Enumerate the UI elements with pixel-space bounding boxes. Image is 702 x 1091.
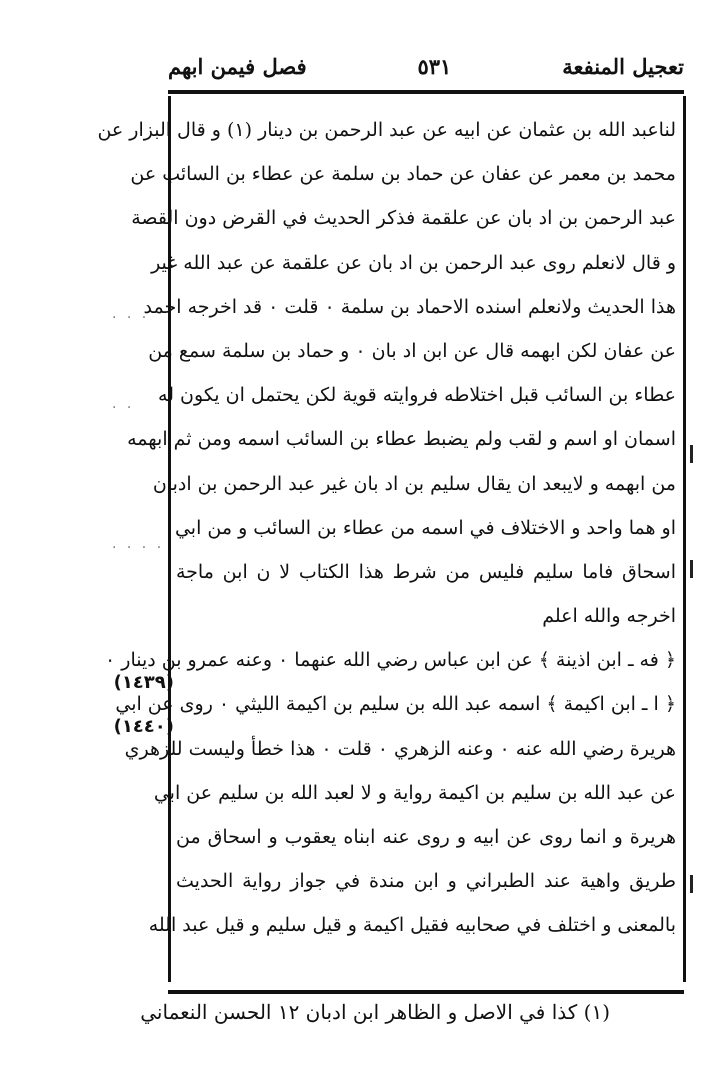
- text-line: اسحاق فاما سليم فليس من شرط هذا الكتاب لا ن ابن ماجة: [176, 560, 676, 583]
- text-line: عبد الرحمن بن اد بان عن علقمة فذكر الحديث في القرض دون القصة: [131, 207, 676, 230]
- text-line: عن عبد الله بن سليم بن اكيمة رواية و لا لعبد الله بن سليم عن ابي: [153, 781, 676, 804]
- text-line: اسمان او اسم و لقب ولم يضبط عطاء بن السائب اسمه ومن ثم ابهمه: [127, 428, 676, 451]
- text-line: بالمعنى و اختلف في صحابيه فقيل اكيمة و قيل سليم و قيل عبد الله: [148, 914, 676, 937]
- text-line: من ابهمه و لايبعد ان يقال سليم بن اد بان غير عبد الرحمن بن ادبان: [152, 472, 676, 495]
- margin-mark: [690, 875, 693, 893]
- text-line: او هما واحد و الاختلاف في اسمه من عطاء بن السائب و من ابي: [174, 516, 676, 539]
- text-line: محمد بن معمر عن عفان عن حماد بن سلمة عن عطاء بن السائب عن: [130, 163, 676, 186]
- header-rule: [168, 90, 684, 94]
- margin-mark: · · ·: [112, 310, 150, 326]
- footnote: (١) كذا في الاصل و الظاهر ابن ادبان ١٢ الحسن النعماني: [140, 1000, 610, 1024]
- text-line: هريرة و انما روى عن ابيه و روى عنه ابناه يعقوب و اسحاق من: [176, 826, 676, 848]
- text-line: عطاء بن السائب قبل اختلاطه فروايته قوية لكن يحتمل ان يكون له: [158, 384, 676, 407]
- page-number: ٥٣١: [417, 53, 452, 79]
- entry-number: (١٤٤٠): [113, 716, 174, 737]
- footnote-rule: [168, 990, 684, 994]
- margin-mark: [690, 560, 693, 578]
- margin-mark: [690, 445, 693, 463]
- text-line: عن عفان لكن ابهمه قال عن ابن اد بان ٠ و حماد بن سلمة سمع من: [148, 339, 676, 362]
- entry-heading-line: ﴿ ا ـ ابن اكيمة ﴾ اسمه عبد الله بن سليم بن اكيمة الليثي ٠ روى عن ابي: [115, 693, 676, 716]
- entry-number: (١٤٣٩): [113, 672, 174, 693]
- text-line: لناعبد الله بن عثمان عن ابيه عن عبد الرحمن بن دينار (١) و قال البزار عن: [97, 119, 676, 141]
- book-title: تعجيل المنفعة: [562, 53, 684, 79]
- text-line: و قال لانعلم روى عبد الرحمن بن اد بان عن علقمة عن عبد الله غير: [151, 251, 676, 274]
- text-line: طريق واهية عند الطبراني و ابن مندة في جواز رواية الحديث: [176, 870, 676, 893]
- text-line: هذا الحديث ولانعلم اسنده الاحماد بن سلمة ٠ قلت ٠ قد اخرجه احمد: [143, 295, 676, 318]
- running-header: [168, 44, 684, 88]
- entry-heading-line: ﴿ فه ـ ابن اذينة ﴾ عن ابن عباس رضي الله عنهما ٠ وعنه عمرو بن دينار ٠: [105, 649, 676, 672]
- margin-mark: · ·: [112, 400, 135, 416]
- text-line: هريرة رضي الله عنه ٠ وعنه الزهري ٠ قلت ٠ هذا خطأ وليست للزهري: [124, 737, 676, 760]
- text-line: اخرجه والله اعلم: [542, 605, 676, 628]
- margin-mark: · · · ·: [112, 540, 165, 556]
- section-title: فصل فيمن ابهم: [168, 53, 307, 79]
